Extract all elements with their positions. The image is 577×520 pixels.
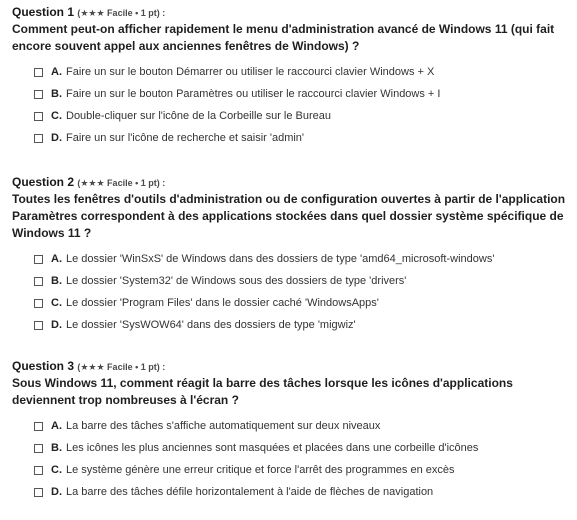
option-d[interactable] (34, 481, 572, 503)
option-d[interactable] (34, 314, 572, 336)
option-text: Le dossier 'WinSxS' de Windows dans des dossiers de type 'amd64_microsoft-windows' (66, 253, 495, 265)
question-text: Toutes les fenêtres d'outils d'administration ou de configuration ouvertes à partir de l'application Paramètres correspondent à des applications stockées dans quel dossier système spécifique de Windows 11 ? (12, 192, 566, 240)
option-c[interactable] (34, 105, 572, 127)
option-a[interactable] (34, 61, 572, 83)
option-text: Les icônes les plus anciennes sont masquées et placées dans une corbeille d'icônes (66, 442, 479, 454)
question-text: Sous Windows 11, comment réagit la barre des tâches lorsque les icônes d'applications deviennent trop nombreuses à l'écran ? (12, 376, 513, 407)
option-letter: D. (51, 132, 62, 144)
question-text: Comment peut-on afficher rapidement le menu d'administration avancé de Windows 11 (qui fait encore souvent appel aux anciennes fenêtres de Windows) ? (12, 22, 555, 53)
checkbox[interactable] (34, 466, 43, 475)
option-letter: D. (51, 486, 62, 498)
option-b[interactable] (34, 83, 572, 105)
checkbox[interactable] (34, 112, 43, 121)
checkbox[interactable] (34, 422, 43, 431)
checkbox[interactable] (34, 299, 43, 308)
option-text: Le système génère une erreur critique et force l'arrêt des programmes en excès (66, 464, 455, 476)
checkbox[interactable] (34, 321, 43, 330)
option-letter: B. (51, 442, 62, 454)
option-text: Faire un sur l'icône de recherche et saisir 'admin' (66, 132, 305, 144)
option-text: Le dossier 'System32' de Windows sous des dossiers de type 'drivers' (66, 275, 407, 287)
option-c[interactable] (34, 292, 572, 314)
question-header (12, 174, 572, 191)
options-list (12, 415, 572, 503)
question-meta: (★★★ Facile • 1 pt) : (77, 8, 166, 18)
options-list (12, 248, 572, 336)
question-meta: (★★★ Facile • 1 pt) : (77, 362, 166, 372)
option-text: Le dossier 'SysWOW64' dans des dossiers de type 'migwiz' (66, 319, 356, 331)
option-letter: B. (51, 275, 62, 287)
option-letter: A. (51, 253, 62, 265)
option-text: La barre des tâches s'affiche automatiquement sur deux niveaux (66, 420, 381, 432)
checkbox[interactable] (34, 488, 43, 497)
option-b[interactable] (34, 437, 572, 459)
option-text: Le dossier 'Program Files' dans le dossier caché 'WindowsApps' (66, 297, 379, 309)
option-text: Faire un sur le bouton Paramètres ou utiliser le raccourci clavier Windows + I (66, 88, 441, 100)
option-letter: C. (51, 464, 62, 476)
question-meta: (★★★ Facile • 1 pt) : (77, 178, 166, 188)
question-number: Question 1 (12, 5, 75, 19)
checkbox[interactable] (34, 444, 43, 453)
option-letter: B. (51, 88, 62, 100)
checkbox[interactable] (34, 277, 43, 286)
option-d[interactable] (34, 127, 572, 149)
option-c[interactable] (34, 459, 572, 481)
option-text: La barre des tâches défile horizontalement à l'aide de flèches de navigation (66, 486, 434, 498)
checkbox[interactable] (34, 134, 43, 143)
question-header (12, 358, 572, 375)
options-list (12, 61, 572, 149)
question-3 (12, 358, 572, 503)
option-text: Faire un sur le bouton Démarrer ou utiliser le raccourci clavier Windows + X (66, 66, 435, 78)
option-letter: A. (51, 420, 62, 432)
checkbox[interactable] (34, 90, 43, 99)
option-a[interactable] (34, 248, 572, 270)
option-text: Double-cliquer sur l'icône de la Corbeille sur le Bureau (66, 110, 332, 122)
question-header (12, 4, 572, 21)
option-letter: C. (51, 110, 62, 122)
checkbox[interactable] (34, 68, 43, 77)
question-1 (12, 4, 572, 149)
option-letter: A. (51, 66, 62, 78)
option-a[interactable] (34, 415, 572, 437)
option-letter: D. (51, 319, 62, 331)
option-b[interactable] (34, 270, 572, 292)
question-number: Question 3 (12, 359, 75, 373)
question-2 (12, 174, 572, 336)
checkbox[interactable] (34, 255, 43, 264)
question-number: Question 2 (12, 175, 75, 189)
option-letter: C. (51, 297, 62, 309)
